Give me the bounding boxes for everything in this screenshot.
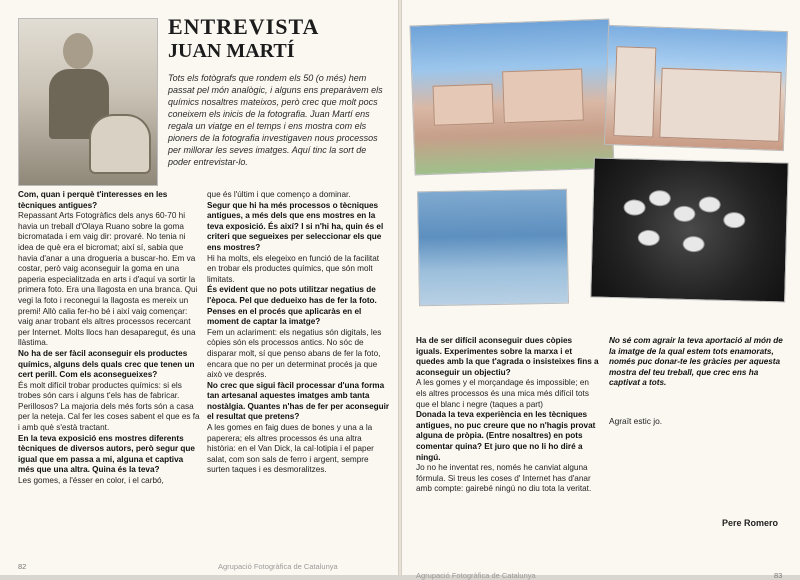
row-building xyxy=(659,68,781,142)
orchid-petal xyxy=(673,206,695,223)
answer: És molt difícil trobar productes químics: si els trobes són cars i alguns t'els has de fabricar. Perillosos? La majoria dels més forts són a casa per la neteja. Cal fer les coses sabent el que es fa i amb què s'està tractant. xyxy=(18,380,200,433)
closing-remark: No sé com agrair la teva aportació al món de la imatge de la qual estem tots enamorats, només puc donar-te les gràcies per aquesta mostra del teu treball, que crec ens ha captivat a tots. xyxy=(609,336,783,388)
answer: Les gomes, a l'ésser en color, i el carbó, xyxy=(18,476,164,486)
closing-answer: Agraït estic jo. xyxy=(609,416,663,426)
answer: Jo no he inventat res, només he canviat alguna fórmula. Si treus les coses d' Internet has d'anar amb compte: gairebé ningú no diu tota la veritat. xyxy=(416,463,592,494)
answer: A les gomes en faig dues de bones y una a la paperera; els altres processos és una altra història: en el Van Dick, la cal·lotipia i el paper salat, com son sals de ferro i argent, sempre surten taques i es desmoralitzes. xyxy=(207,423,374,475)
answer: Repassant Arts Fotogràfics dels anys 60-70 hi havia un treball d'Olaya Ruano sobre la goma bicromatada i em vaig dir: provaré. No tenia ni idea de què era el bicromat; així sí, sabia que havia d'anar a una drogueria a buscar-ho. Em va costar, però vaig aconseguir la goma en una paperia especialitzada en arts i d'aquí va sortir la primera foto. Era una llagosta en una branca. Qui vegi la foto i reconegui la llagosta es mereix un premi! Allò calia fer-ho bé i així vaig començar: vaig anar trobant els altres processos recercant per Internet. Molts llocs han desaparegut, és una llàstima. xyxy=(18,211,198,348)
orchid-petal xyxy=(723,212,745,229)
orchid-petal xyxy=(623,199,645,216)
town-building xyxy=(433,84,494,126)
portrait-photo xyxy=(18,18,158,186)
orchid-petal xyxy=(698,196,720,213)
town-photo xyxy=(409,19,614,176)
answer: A les gomes y el morçandage és impossible; en els altres processos és una mica més difícil tots que el blanc i negre (taques a part) xyxy=(416,378,589,409)
town-building xyxy=(502,69,584,124)
right-page xyxy=(402,0,800,580)
answer: Hi ha molts, els elegeixo en funció de la facilitat en trobar els productes químics, que són molt limitats. xyxy=(207,253,380,284)
question: Segur que hi ha més processos o tècniques antigues, a més dels que ens mostres en la teva exposició. És així? I si n'hi ha, quin és el criteri que segueixes per seleccionar els que ens mostres? xyxy=(207,200,384,252)
portrait-dog xyxy=(89,114,151,174)
buildings-photo xyxy=(604,25,788,151)
page-number: 82 xyxy=(18,562,27,571)
question: Donada la teva experiència en les tècniques antigues, no puc creure que no n'hagis provat alguna de pròpia. (Entre nosaltres) en pots comentar quina? Et juro que no li ho diré a ningú. xyxy=(416,410,596,462)
right-column-2 xyxy=(609,336,789,389)
orchid-petal xyxy=(682,236,704,253)
orchid-petal xyxy=(649,190,671,207)
page-number: 83 xyxy=(774,571,783,580)
answer: Fem un aclariment: els negatius són digitals, les còpies són els processos antics. No sóc de disparar molt, sí que penso abans de fer la foto, encara que no per un determinat procés ja que això ve després. xyxy=(207,327,382,380)
question: No ha de ser fàcil aconseguir els productes químics, alguns dels quals crec que tenen un cert perill. Com els aconsegueixes? xyxy=(18,348,195,380)
question: Com, quan i perquè t'interesses en les tècniques antigues? xyxy=(18,190,168,210)
answer: que és l'últim i que començo a dominar. xyxy=(207,190,351,199)
article-subtitle: JUAN MARTÍ xyxy=(168,40,295,62)
left-column-2 xyxy=(207,190,390,476)
question: És evident que no pots utilitzar negatius de l'època. Pel que dedueixo has de fer la foto. Penses en el procés que aplicaràs en el moment de captar la imatge? xyxy=(207,285,377,327)
river-photo xyxy=(417,189,569,307)
footer-org: Agrupació Fotogràfica de Catalunya xyxy=(218,562,338,571)
question: En la teva exposició ens mostres diferents tècniques de diversos autors, però segur que igual que em passa a mi, alguna et captiva més que una altra. Quina és la teva? xyxy=(18,433,195,475)
orchid-photo xyxy=(590,157,789,302)
author-name: Pere Romero xyxy=(722,518,779,528)
footer-org: Agrupació Fotogràfica de Catalunya xyxy=(416,571,536,580)
left-footer xyxy=(18,562,338,571)
orchid-petal xyxy=(638,230,660,247)
left-column-1 xyxy=(18,190,201,487)
article-title: ENTREVISTA xyxy=(168,14,320,39)
question: No crec que sigui fàcil processar d'una forma tan artesanal aquestes imatges amb tanta nostàlgia. Quantes n'has de fer per aconseguir el resultat que pretens? xyxy=(207,380,390,422)
article-intro: Tots els fotògrafs que rondem els 50 (o més) hem passat pel món analògic, i alguns ens preparàvem els químics nosaltres mateixos, però crec que molt pocs coneixem els inicis de la fotografia. Juan Martí ens regala un viatge en el temps i ens mostra com els pioners de la fotografia investigaven nous processos per millorar les seves imatges. Aquí tinc la sort de poder entrevistar-lo. xyxy=(168,73,383,167)
tall-building xyxy=(613,46,656,137)
left-page xyxy=(0,0,398,575)
right-column-1 xyxy=(416,336,599,495)
portrait-head xyxy=(63,33,93,69)
question: Ha de ser difícil aconseguir dues còpies iguals. Experimentes sobre la marxa i et quedes amb la que t'agrada o insisteixes fins a aconseguir un objectiu? xyxy=(416,336,599,377)
